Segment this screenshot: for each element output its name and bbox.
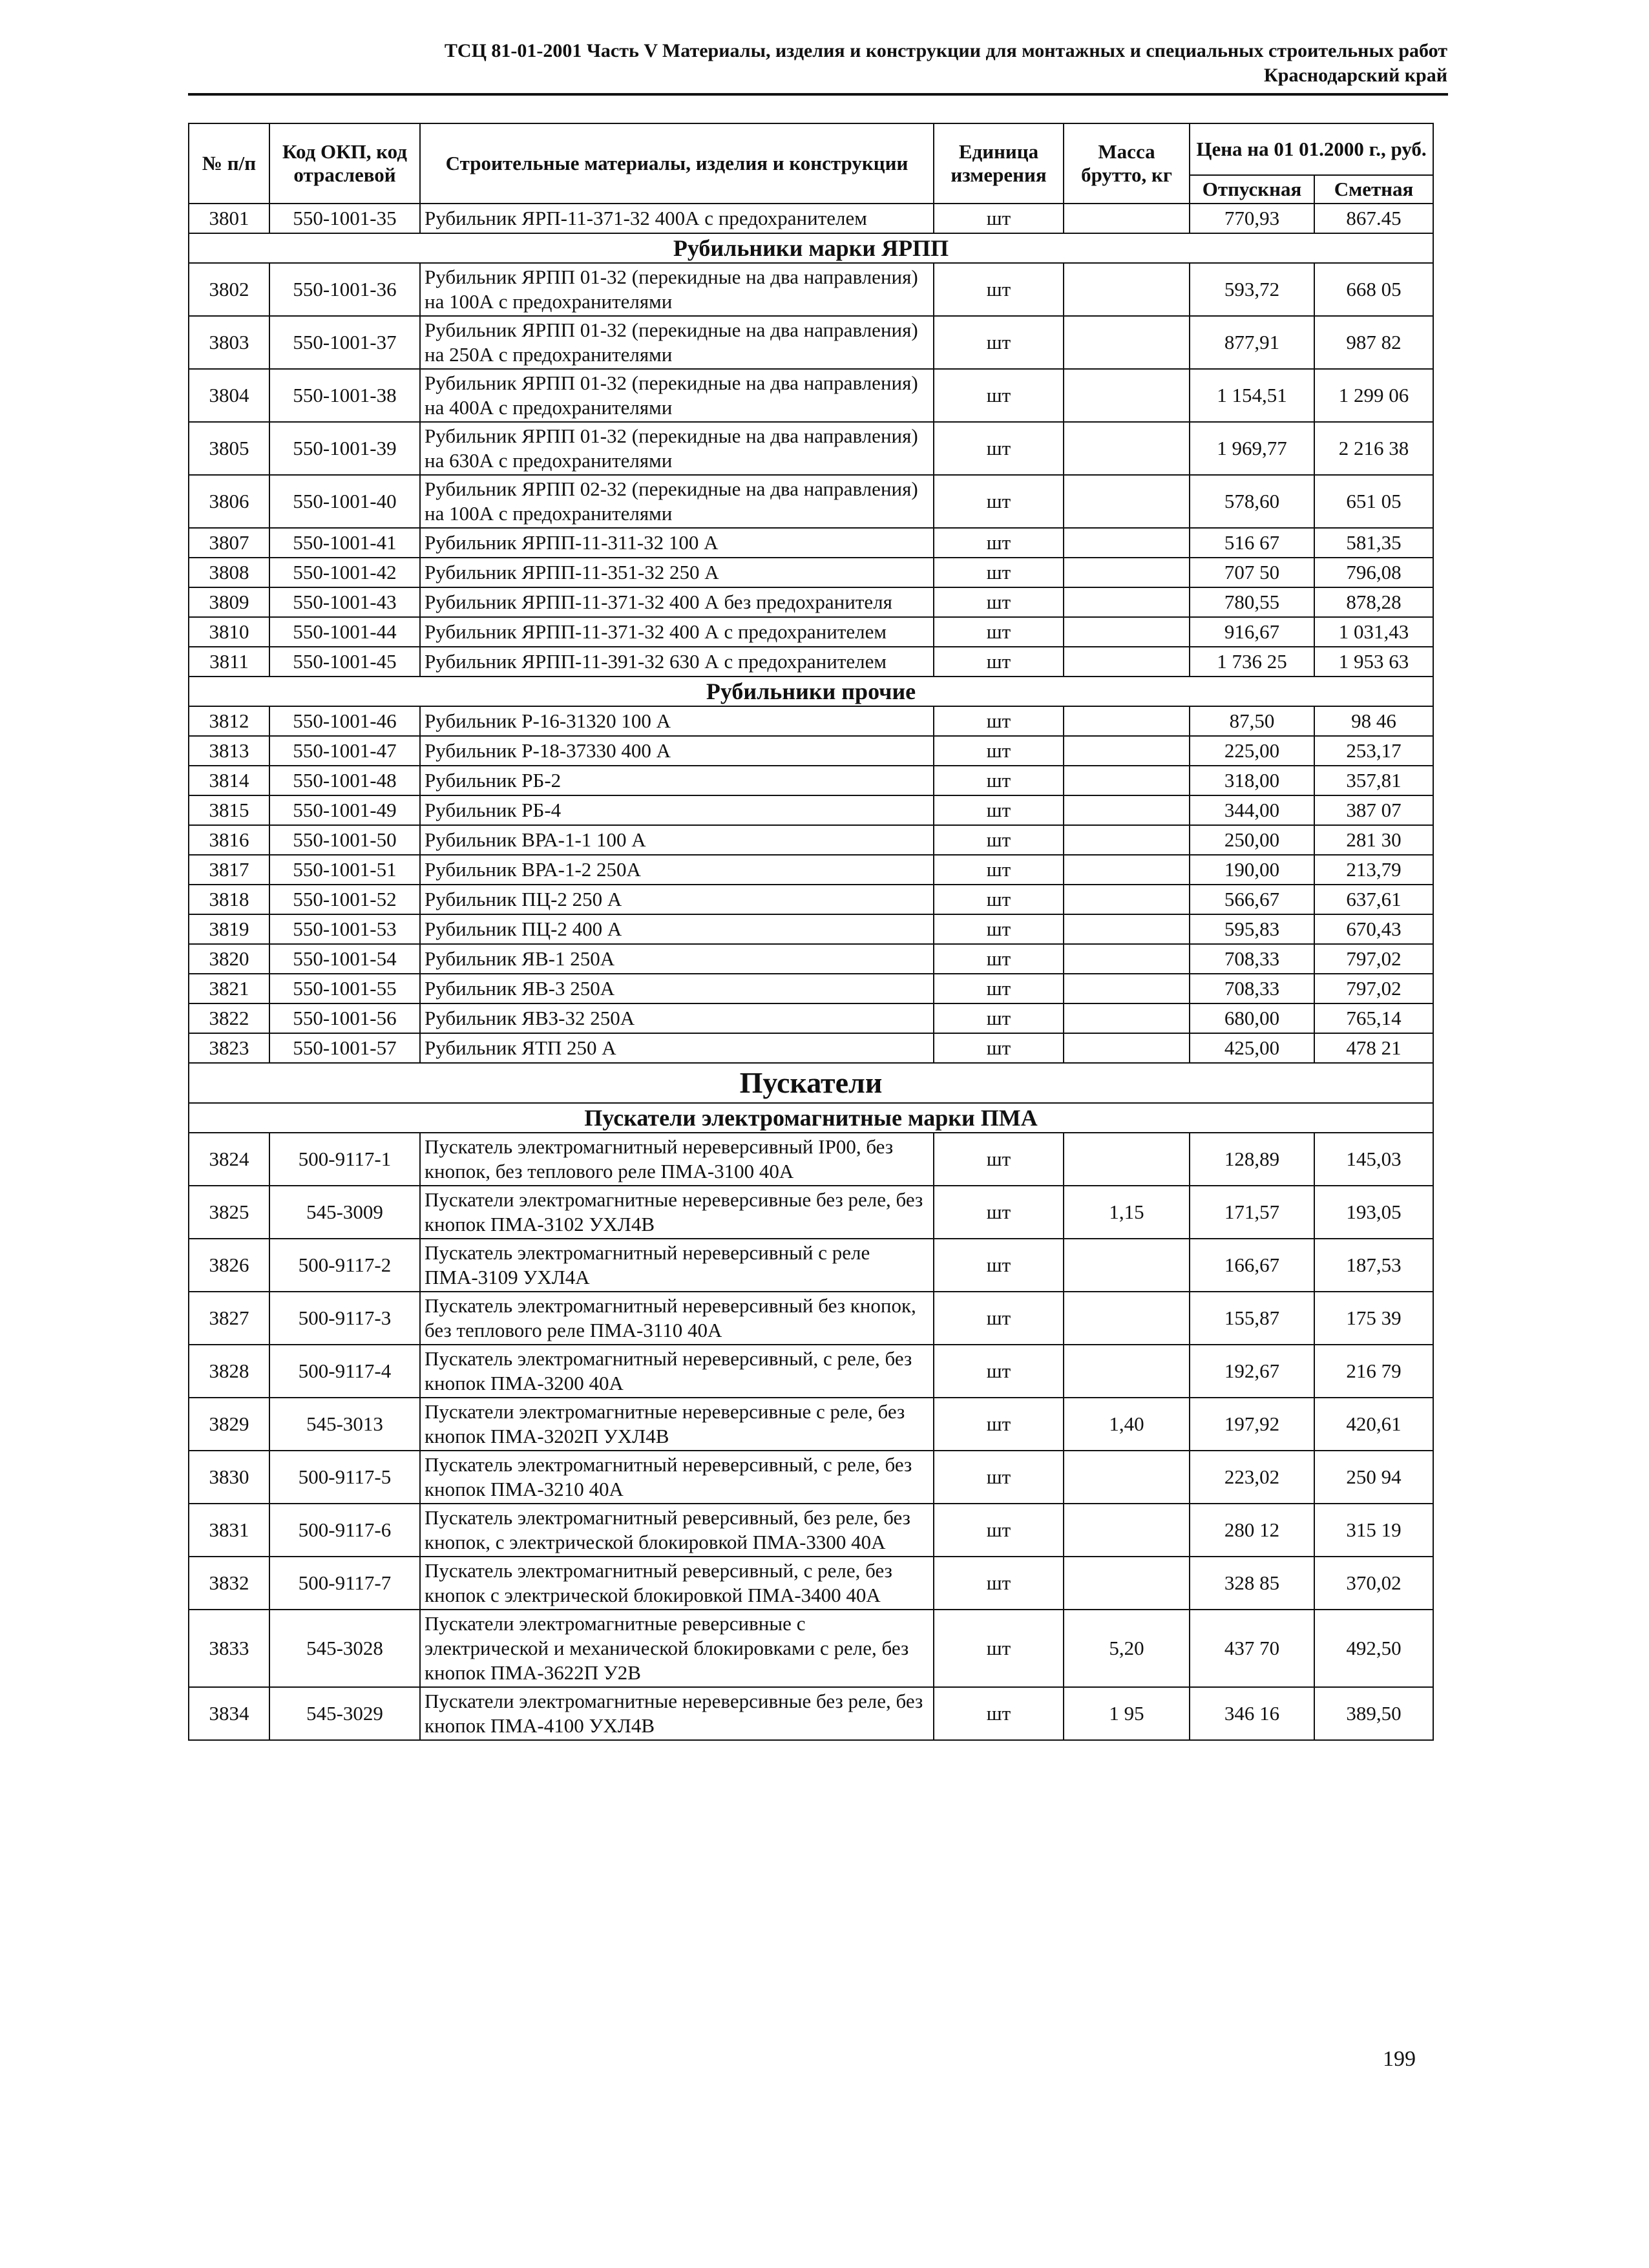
item-name: Пускатели электромагнитные реверсивные с электрической и механической блокировками с реле, без кнопок ПМА-3622П У2В xyxy=(420,1610,934,1687)
estimate-price: 281 30 xyxy=(1314,825,1433,855)
estimate-price: 478 21 xyxy=(1314,1033,1433,1063)
table-row xyxy=(189,475,1433,528)
estimate-price: 315 19 xyxy=(1314,1504,1433,1557)
item-name: Пускатель электромагнитный нереверсивный, с реле, без кнопок ПМА-3210 40А xyxy=(420,1451,934,1504)
okp-code: 545-3029 xyxy=(269,1687,420,1740)
header-divider xyxy=(188,93,1448,96)
item-name: Рубильник ЯРПП-11-351-32 250 А xyxy=(420,558,934,587)
row-number: 3814 xyxy=(189,766,269,795)
mass xyxy=(1064,1003,1190,1033)
row-number: 3833 xyxy=(189,1610,269,1687)
table-row xyxy=(189,528,1433,558)
table-row xyxy=(189,1504,1433,1557)
okp-code: 550-1001-49 xyxy=(269,795,420,825)
okp-code: 500-9117-5 xyxy=(269,1451,420,1504)
unit: шт xyxy=(934,885,1064,914)
unit: шт xyxy=(934,974,1064,1003)
release-price: 516 67 xyxy=(1190,528,1314,558)
unit: шт xyxy=(934,825,1064,855)
okp-code: 550-1001-54 xyxy=(269,944,420,974)
unit: шт xyxy=(934,587,1064,617)
unit: шт xyxy=(934,263,1064,316)
table-row xyxy=(189,1451,1433,1504)
release-price: 1 154,51 xyxy=(1190,369,1314,422)
row-number: 3834 xyxy=(189,1687,269,1740)
unit: шт xyxy=(934,1133,1064,1186)
release-price: 280 12 xyxy=(1190,1504,1314,1557)
row-number: 3807 xyxy=(189,528,269,558)
item-name: Пускатель электромагнитный реверсивный, без реле, без кнопок, с электрической блокировкой ПМА-3300 40А xyxy=(420,1504,934,1557)
chapter-heading-title: Пускатели xyxy=(189,1063,1433,1103)
release-price: 318,00 xyxy=(1190,766,1314,795)
table-row xyxy=(189,855,1433,885)
table-row xyxy=(189,974,1433,1003)
item-name: Пускатель электромагнитный нереверсивный, с реле, без кнопок ПМА-3200 40А xyxy=(420,1345,934,1398)
mass xyxy=(1064,647,1190,677)
table-row xyxy=(189,885,1433,914)
estimate-price: 370,02 xyxy=(1314,1557,1433,1610)
row-number: 3801 xyxy=(189,204,269,233)
mass xyxy=(1064,766,1190,795)
release-price: 770,93 xyxy=(1190,204,1314,233)
item-name: Рубильник ЯРПП 02-32 (перекидные на два направления) на 100А с предохранителями xyxy=(420,475,934,528)
release-price: 346 16 xyxy=(1190,1687,1314,1740)
unit: шт xyxy=(934,706,1064,736)
item-name: Рубильник РБ-2 xyxy=(420,766,934,795)
table-row xyxy=(189,1687,1433,1740)
table-row xyxy=(189,1557,1433,1610)
estimate-price: 387 07 xyxy=(1314,795,1433,825)
item-name: Рубильник ПЦ-2 400 А xyxy=(420,914,934,944)
estimate-price: 1 299 06 xyxy=(1314,369,1433,422)
release-price: 197,92 xyxy=(1190,1398,1314,1451)
release-price: 190,00 xyxy=(1190,855,1314,885)
col-header-code: Код ОКП, код отраслевой xyxy=(269,123,420,204)
row-number: 3821 xyxy=(189,974,269,1003)
okp-code: 550-1001-40 xyxy=(269,475,420,528)
item-name: Рубильник ПЦ-2 250 А xyxy=(420,885,934,914)
item-name: Пускатели электромагнитные нереверсивные без реле, без кнопок ПМА-3102 УХЛ4В xyxy=(420,1186,934,1239)
estimate-price: 878,28 xyxy=(1314,587,1433,617)
item-name: Рубильник ЯТП 250 А xyxy=(420,1033,934,1063)
estimate-price: 651 05 xyxy=(1314,475,1433,528)
section-heading xyxy=(189,677,1433,706)
item-name: Рубильник Р-18-37330 400 А xyxy=(420,736,934,766)
item-name: Пускатели электромагнитные нереверсивные без реле, без кнопок ПМА-4100 УХЛ4В xyxy=(420,1687,934,1740)
col-header-estimate-price: Сметная xyxy=(1314,175,1433,204)
estimate-price: 420,61 xyxy=(1314,1398,1433,1451)
unit: шт xyxy=(934,422,1064,475)
unit: шт xyxy=(934,528,1064,558)
estimate-price: 796,08 xyxy=(1314,558,1433,587)
row-number: 3803 xyxy=(189,316,269,369)
mass: 5,20 xyxy=(1064,1610,1190,1687)
item-name: Рубильник ЯРПП-11-371-32 400 А с предохранителем xyxy=(420,617,934,647)
row-number: 3830 xyxy=(189,1451,269,1504)
mass xyxy=(1064,587,1190,617)
row-number: 3831 xyxy=(189,1504,269,1557)
price-table xyxy=(188,123,1434,1741)
item-name: Пускатель электромагнитный нереверсивный с реле ПМА-3109 УХЛ4А xyxy=(420,1239,934,1292)
row-number: 3812 xyxy=(189,706,269,736)
table-row xyxy=(189,706,1433,736)
unit: шт xyxy=(934,204,1064,233)
item-name: Рубильник ЯРПП 01-32 (перекидные на два направления) на 400А с предохранителями xyxy=(420,369,934,422)
mass xyxy=(1064,914,1190,944)
release-price: 425,00 xyxy=(1190,1033,1314,1063)
item-name: Рубильник ЯРПП-11-391-32 630 А с предохранителем xyxy=(420,647,934,677)
okp-code: 550-1001-45 xyxy=(269,647,420,677)
row-number: 3828 xyxy=(189,1345,269,1398)
item-name: Рубильник ЯРПП 01-32 (перекидные на два направления) на 630А с предохранителями xyxy=(420,422,934,475)
okp-code: 550-1001-36 xyxy=(269,263,420,316)
item-name: Рубильник ВРА-1-2 250А xyxy=(420,855,934,885)
release-price: 225,00 xyxy=(1190,736,1314,766)
table-row xyxy=(189,617,1433,647)
unit: шт xyxy=(934,1557,1064,1610)
table-row xyxy=(189,1345,1433,1398)
estimate-price: 175 39 xyxy=(1314,1292,1433,1345)
row-number: 3804 xyxy=(189,369,269,422)
release-price: 155,87 xyxy=(1190,1292,1314,1345)
document-title: ТСЦ 81-01-2001 Часть V Материалы, изделия и конструкции для монтажных и специальных строительных работ xyxy=(444,40,1447,61)
row-number: 3820 xyxy=(189,944,269,974)
item-name: Рубильник РБ-4 xyxy=(420,795,934,825)
mass xyxy=(1064,617,1190,647)
row-number: 3806 xyxy=(189,475,269,528)
estimate-price: 145,03 xyxy=(1314,1133,1433,1186)
estimate-price: 492,50 xyxy=(1314,1610,1433,1687)
row-number: 3824 xyxy=(189,1133,269,1186)
release-price: 166,67 xyxy=(1190,1239,1314,1292)
estimate-price: 253,17 xyxy=(1314,736,1433,766)
release-price: 780,55 xyxy=(1190,587,1314,617)
mass xyxy=(1064,1557,1190,1610)
estimate-price: 765,14 xyxy=(1314,1003,1433,1033)
unit: шт xyxy=(934,795,1064,825)
item-name: Рубильник ВРА-1-1 100 А xyxy=(420,825,934,855)
item-name: Рубильник ЯВ-1 250А xyxy=(420,944,934,974)
okp-code: 550-1001-39 xyxy=(269,422,420,475)
table-row xyxy=(189,1398,1433,1451)
release-price: 344,00 xyxy=(1190,795,1314,825)
mass: 1,40 xyxy=(1064,1398,1190,1451)
row-number: 3813 xyxy=(189,736,269,766)
table-body xyxy=(189,204,1433,1740)
table-row xyxy=(189,736,1433,766)
table-row xyxy=(189,647,1433,677)
estimate-price: 1 953 63 xyxy=(1314,647,1433,677)
estimate-price: 637,61 xyxy=(1314,885,1433,914)
table-row xyxy=(189,825,1433,855)
okp-code: 550-1001-35 xyxy=(269,204,420,233)
item-name: Пускатель электромагнитный реверсивный, с реле, без кнопок с электрической блокировкой ПМА-3400 40А xyxy=(420,1557,934,1610)
estimate-price: 187,53 xyxy=(1314,1239,1433,1292)
release-price: 223,02 xyxy=(1190,1451,1314,1504)
item-name: Рубильник ЯРПП-11-311-32 100 А xyxy=(420,528,934,558)
estimate-price: 216 79 xyxy=(1314,1345,1433,1398)
mass xyxy=(1064,1133,1190,1186)
table-row xyxy=(189,1133,1433,1186)
unit: шт xyxy=(934,914,1064,944)
table-row xyxy=(189,914,1433,944)
item-name: Рубильник ЯРПП-11-371-32 400 А без предохранителя xyxy=(420,587,934,617)
row-number: 3827 xyxy=(189,1292,269,1345)
item-name: Пускатель электромагнитный нереверсивный IP00, без кнопок, без теплового реле ПМА-3100 40А xyxy=(420,1133,934,1186)
mass xyxy=(1064,263,1190,316)
row-number: 3805 xyxy=(189,422,269,475)
table-row xyxy=(189,204,1433,233)
okp-code: 545-3013 xyxy=(269,1398,420,1451)
okp-code: 500-9117-2 xyxy=(269,1239,420,1292)
row-number: 3809 xyxy=(189,587,269,617)
row-number: 3822 xyxy=(189,1003,269,1033)
release-price: 437 70 xyxy=(1190,1610,1314,1687)
section-heading-title: Рубильники прочие xyxy=(189,677,1433,706)
okp-code: 550-1001-52 xyxy=(269,885,420,914)
release-price: 328 85 xyxy=(1190,1557,1314,1610)
table-row xyxy=(189,1003,1433,1033)
row-number: 3817 xyxy=(189,855,269,885)
unit: шт xyxy=(934,1186,1064,1239)
mass xyxy=(1064,736,1190,766)
mass xyxy=(1064,1345,1190,1398)
estimate-price: 357,81 xyxy=(1314,766,1433,795)
item-name: Рубильник ЯРПП 01-32 (перекидные на два направления) на 250А с предохранителями xyxy=(420,316,934,369)
estimate-price: 581,35 xyxy=(1314,528,1433,558)
mass xyxy=(1064,316,1190,369)
estimate-price: 1 031,43 xyxy=(1314,617,1433,647)
unit: шт xyxy=(934,1687,1064,1740)
mass xyxy=(1064,558,1190,587)
okp-code: 550-1001-56 xyxy=(269,1003,420,1033)
estimate-price: 389,50 xyxy=(1314,1687,1433,1740)
okp-code: 545-3009 xyxy=(269,1186,420,1239)
release-price: 708,33 xyxy=(1190,974,1314,1003)
mass xyxy=(1064,885,1190,914)
table-row xyxy=(189,1292,1433,1345)
section-heading xyxy=(189,1103,1433,1133)
okp-code: 550-1001-55 xyxy=(269,974,420,1003)
row-number: 3829 xyxy=(189,1398,269,1451)
table-row xyxy=(189,263,1433,316)
mass xyxy=(1064,475,1190,528)
estimate-price: 193,05 xyxy=(1314,1186,1433,1239)
release-price: 192,67 xyxy=(1190,1345,1314,1398)
release-price: 87,50 xyxy=(1190,706,1314,736)
okp-code: 550-1001-47 xyxy=(269,736,420,766)
row-number: 3819 xyxy=(189,914,269,944)
table-row xyxy=(189,587,1433,617)
item-name: Пускатели электромагнитные нереверсивные с реле, без кнопок ПМА-3202П УХЛ4В xyxy=(420,1398,934,1451)
mass xyxy=(1064,974,1190,1003)
row-number: 3826 xyxy=(189,1239,269,1292)
row-number: 3811 xyxy=(189,647,269,677)
mass xyxy=(1064,1033,1190,1063)
okp-code: 550-1001-41 xyxy=(269,528,420,558)
section-heading xyxy=(189,233,1433,263)
table-row xyxy=(189,369,1433,422)
okp-code: 545-3028 xyxy=(269,1610,420,1687)
estimate-price: 797,02 xyxy=(1314,944,1433,974)
mass xyxy=(1064,944,1190,974)
mass xyxy=(1064,1504,1190,1557)
unit: шт xyxy=(934,1239,1064,1292)
okp-code: 550-1001-51 xyxy=(269,855,420,885)
estimate-price: 2 216 38 xyxy=(1314,422,1433,475)
release-price: 250,00 xyxy=(1190,825,1314,855)
estimate-price: 987 82 xyxy=(1314,316,1433,369)
table-row xyxy=(189,1033,1433,1063)
release-price: 877,91 xyxy=(1190,316,1314,369)
unit: шт xyxy=(934,558,1064,587)
table-row xyxy=(189,558,1433,587)
estimate-price: 98 46 xyxy=(1314,706,1433,736)
okp-code: 550-1001-38 xyxy=(269,369,420,422)
okp-code: 550-1001-42 xyxy=(269,558,420,587)
row-number: 3815 xyxy=(189,795,269,825)
unit: шт xyxy=(934,855,1064,885)
mass xyxy=(1064,825,1190,855)
release-price: 578,60 xyxy=(1190,475,1314,528)
okp-code: 500-9117-3 xyxy=(269,1292,420,1345)
estimate-price: 867.45 xyxy=(1314,204,1433,233)
mass xyxy=(1064,1239,1190,1292)
table-row xyxy=(189,1610,1433,1687)
document-region: Краснодарский край xyxy=(1264,65,1447,86)
table-row xyxy=(189,944,1433,974)
col-header-release-price: Отпускная xyxy=(1190,175,1314,204)
unit: шт xyxy=(934,316,1064,369)
release-price: 708,33 xyxy=(1190,944,1314,974)
unit: шт xyxy=(934,944,1064,974)
unit: шт xyxy=(934,617,1064,647)
item-name: Рубильник Р-16-31320 100 А xyxy=(420,706,934,736)
okp-code: 500-9117-1 xyxy=(269,1133,420,1186)
unit: шт xyxy=(934,1292,1064,1345)
okp-code: 550-1001-43 xyxy=(269,587,420,617)
mass xyxy=(1064,422,1190,475)
estimate-price: 213,79 xyxy=(1314,855,1433,885)
release-price: 1 969,77 xyxy=(1190,422,1314,475)
okp-code: 550-1001-37 xyxy=(269,316,420,369)
row-number: 3823 xyxy=(189,1033,269,1063)
section-heading-title: Рубильники марки ЯРПП xyxy=(189,233,1433,263)
unit: шт xyxy=(934,1610,1064,1687)
page-number: 199 xyxy=(1383,2047,1416,2071)
row-number: 3802 xyxy=(189,263,269,316)
row-number: 3825 xyxy=(189,1186,269,1239)
mass xyxy=(1064,369,1190,422)
unit: шт xyxy=(934,475,1064,528)
mass xyxy=(1064,528,1190,558)
mass xyxy=(1064,1292,1190,1345)
row-number: 3818 xyxy=(189,885,269,914)
col-header-unit: Единица измерения xyxy=(934,123,1064,204)
okp-code: 550-1001-48 xyxy=(269,766,420,795)
release-price: 680,00 xyxy=(1190,1003,1314,1033)
table-row xyxy=(189,795,1433,825)
row-number: 3808 xyxy=(189,558,269,587)
okp-code: 550-1001-57 xyxy=(269,1033,420,1063)
unit: шт xyxy=(934,1451,1064,1504)
item-name: Рубильник ЯВ-3 250А xyxy=(420,974,934,1003)
release-price: 595,83 xyxy=(1190,914,1314,944)
okp-code: 550-1001-44 xyxy=(269,617,420,647)
mass xyxy=(1064,1451,1190,1504)
item-name: Пускатель электромагнитный нереверсивный без кнопок, без теплового реле ПМА-3110 40А xyxy=(420,1292,934,1345)
row-number: 3816 xyxy=(189,825,269,855)
mass: 1 95 xyxy=(1064,1687,1190,1740)
okp-code: 500-9117-7 xyxy=(269,1557,420,1610)
release-price: 566,67 xyxy=(1190,885,1314,914)
mass xyxy=(1064,706,1190,736)
table-row xyxy=(189,316,1433,369)
unit: шт xyxy=(934,1003,1064,1033)
row-number: 3832 xyxy=(189,1557,269,1610)
estimate-price: 668 05 xyxy=(1314,263,1433,316)
okp-code: 500-9117-4 xyxy=(269,1345,420,1398)
release-price: 707 50 xyxy=(1190,558,1314,587)
release-price: 171,57 xyxy=(1190,1186,1314,1239)
chapter-heading xyxy=(189,1063,1433,1103)
okp-code: 500-9117-6 xyxy=(269,1504,420,1557)
estimate-price: 797,02 xyxy=(1314,974,1433,1003)
estimate-price: 250 94 xyxy=(1314,1451,1433,1504)
unit: шт xyxy=(934,766,1064,795)
release-price: 1 736 25 xyxy=(1190,647,1314,677)
col-header-mass: Масса брутто, кг xyxy=(1064,123,1190,204)
table-row xyxy=(189,766,1433,795)
col-header-price: Цена на 01 01.2000 г., руб. xyxy=(1190,123,1433,175)
table-row xyxy=(189,1186,1433,1239)
unit: шт xyxy=(934,1504,1064,1557)
item-name: Рубильник ЯВЗ-32 250А xyxy=(420,1003,934,1033)
unit: шт xyxy=(934,647,1064,677)
table-row xyxy=(189,1239,1433,1292)
row-number: 3810 xyxy=(189,617,269,647)
unit: шт xyxy=(934,369,1064,422)
mass xyxy=(1064,795,1190,825)
item-name: Рубильник ЯРПП 01-32 (перекидные на два направления) на 100А с предохранителями xyxy=(420,263,934,316)
mass xyxy=(1064,855,1190,885)
item-name: Рубильник ЯРП-11-371-32 400А с предохранителем xyxy=(420,204,934,233)
section-heading-title: Пускатели электромагнитные марки ПМА xyxy=(189,1103,1433,1133)
okp-code: 550-1001-50 xyxy=(269,825,420,855)
release-price: 916,67 xyxy=(1190,617,1314,647)
unit: шт xyxy=(934,1398,1064,1451)
unit: шт xyxy=(934,1033,1064,1063)
estimate-price: 670,43 xyxy=(1314,914,1433,944)
okp-code: 550-1001-46 xyxy=(269,706,420,736)
unit: шт xyxy=(934,736,1064,766)
unit: шт xyxy=(934,1345,1064,1398)
mass xyxy=(1064,204,1190,233)
release-price: 593,72 xyxy=(1190,263,1314,316)
col-header-num: № п/п xyxy=(189,123,269,204)
release-price: 128,89 xyxy=(1190,1133,1314,1186)
table-row xyxy=(189,422,1433,475)
okp-code: 550-1001-53 xyxy=(269,914,420,944)
col-header-name: Строительные материалы, изделия и конструкции xyxy=(420,123,934,204)
mass: 1,15 xyxy=(1064,1186,1190,1239)
